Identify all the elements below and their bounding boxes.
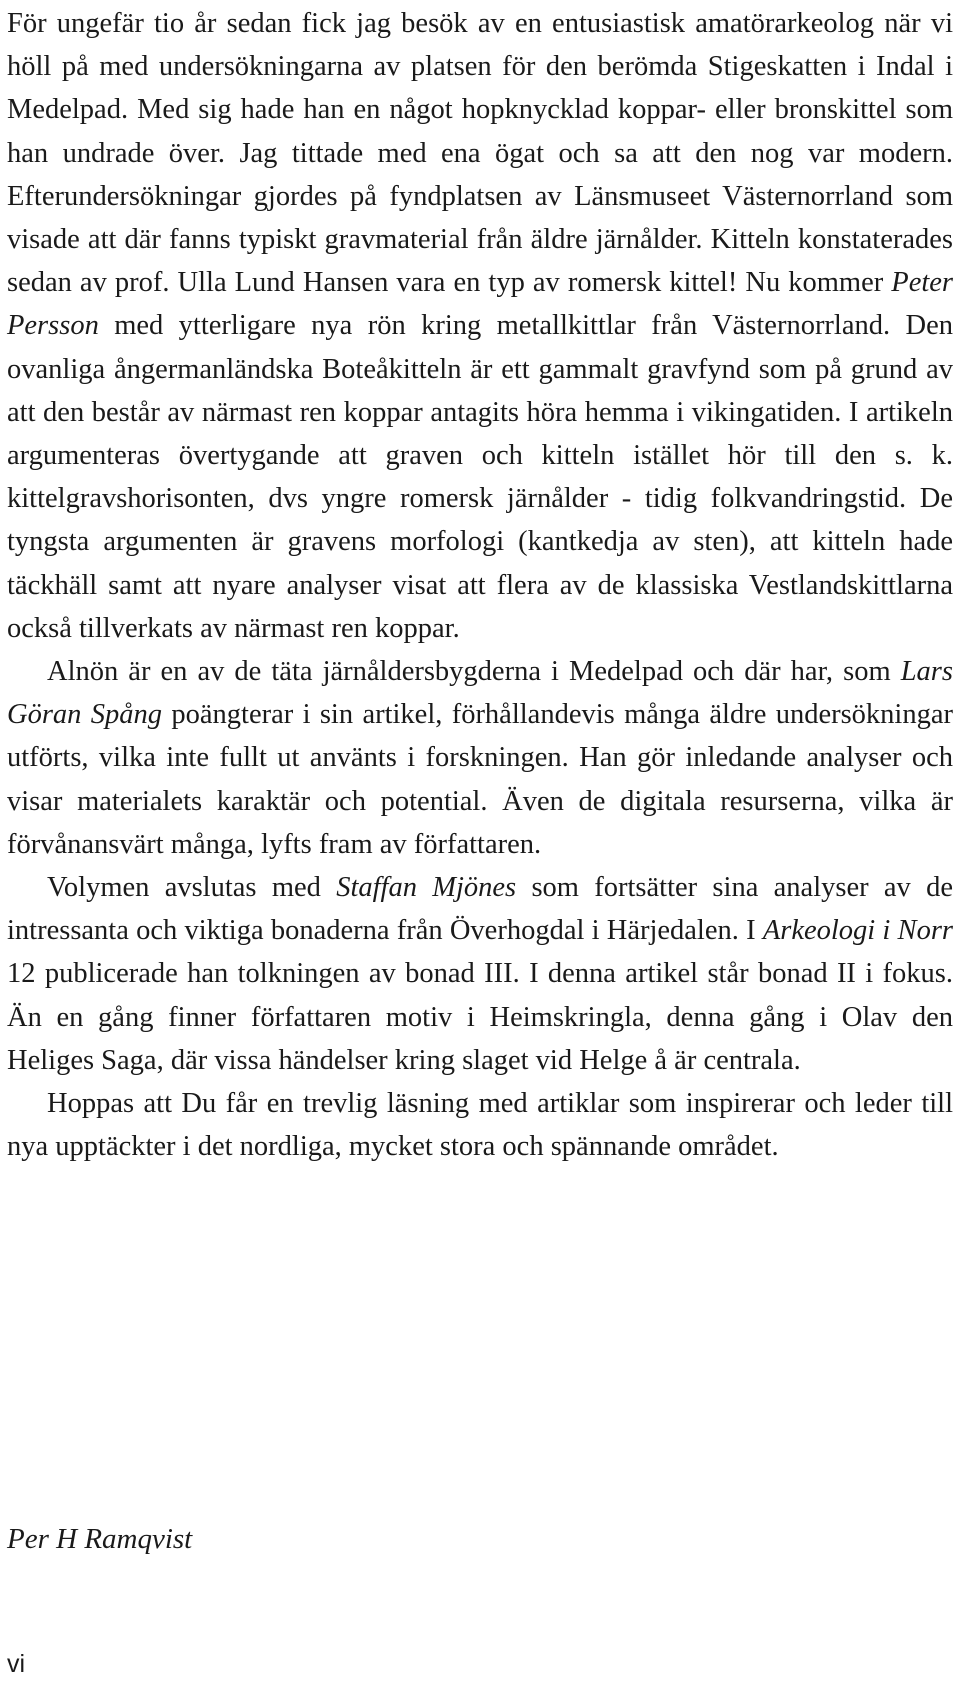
- paragraph-text: Alnön är en av de täta järnåldersbygderna i Medelpad och där har, som: [47, 656, 901, 688]
- paragraph-alnon: [7, 650, 953, 866]
- page-number: vi: [7, 1650, 26, 1678]
- paragraph-text: med ytterligare nya rön kring metallkittlar från Västernorrland. Den ovanliga ångermanländska Boteåkitteln är ett gammalt gravfynd som på grund av att den består av närmast ren koppar antagits höra hemma i vikingatiden. I artikeln argumenteras övertygande att graven och kitteln istället hör till den s. k. kittelgravshorisonten, dvs yngre romersk järnålder - tidig folkvandringstid. De tyngsta argumenten är gravens morfologi (kantkedja av sten), att kitteln hade täckhäll samt att nyare analyser visat att flera av de klassiska Vestlandskittlarna också tillverkats av närmast ren koppar.: [7, 310, 953, 644]
- author-name-lars-goran-spang: Lars Göran Spång: [7, 656, 953, 731]
- signature: Per H Ramqvist: [7, 1523, 193, 1555]
- paragraph-text: 12 publicerade han tolkningen av bonad III. I denna artikel står bonad II i fokus. Än en gång finner författaren motiv i Heimskringla, denna gång i Olav den Heliges Saga, där vissa händelser kring slaget vid Helge å är centrala.: [7, 958, 953, 1076]
- paragraph-text: poängterar i sin artikel, förhållandevis många äldre undersökningar utförts, vilka inte fullt ut använts i forskningen. Han gör inledande analyser och visar materialets karaktär och potential. Även de digitala resurserna, vilka är förvånansvärt många, lyfts fram av författaren.: [7, 699, 953, 860]
- body-text: [7, 2, 953, 1168]
- paragraph-closing: [7, 1082, 953, 1168]
- author-name-peter-persson: Peter Persson: [7, 267, 953, 342]
- paragraph-text: För ungefär tio år sedan fick jag besök av en entusiastisk amatörarkeolog när vi höll på med undersökningarna av platsen för den berömda Stigeskatten i Indal i Medelpad. Med sig hade han en något hopknycklad koppar- eller bronskittel som han undrade över. Jag tittade med ena ögat och sa att den nog var modern. Efterundersökningar gjordes på fyndplatsen av Länsmuseet Västernorrland som visade att där fanns typiskt gravmaterial från äldre järnålder. Kitteln konstaterades sedan av prof. Ulla Lund Hansen vara en typ av romersk kittel! Nu kommer: [7, 8, 953, 299]
- paragraph-intro: [7, 2, 953, 650]
- author-name-staffan-mjones: Staffan Mjönes: [336, 872, 517, 904]
- paragraph-text: Hoppas att Du får en trevlig läsning med artiklar som inspirerar och leder till nya upptäckter i det nordliga, mycket stora och spännande området.: [7, 1088, 953, 1163]
- paragraph-volume: [7, 866, 953, 1082]
- paragraph-text: Volymen avslutas med: [47, 872, 337, 904]
- publication-title: Arkeologi i Norr: [762, 915, 953, 947]
- paragraph-text: som fortsätter sina analyser av de intressanta och viktiga bonaderna från Överhogdal i Härjedalen. I: [7, 872, 953, 947]
